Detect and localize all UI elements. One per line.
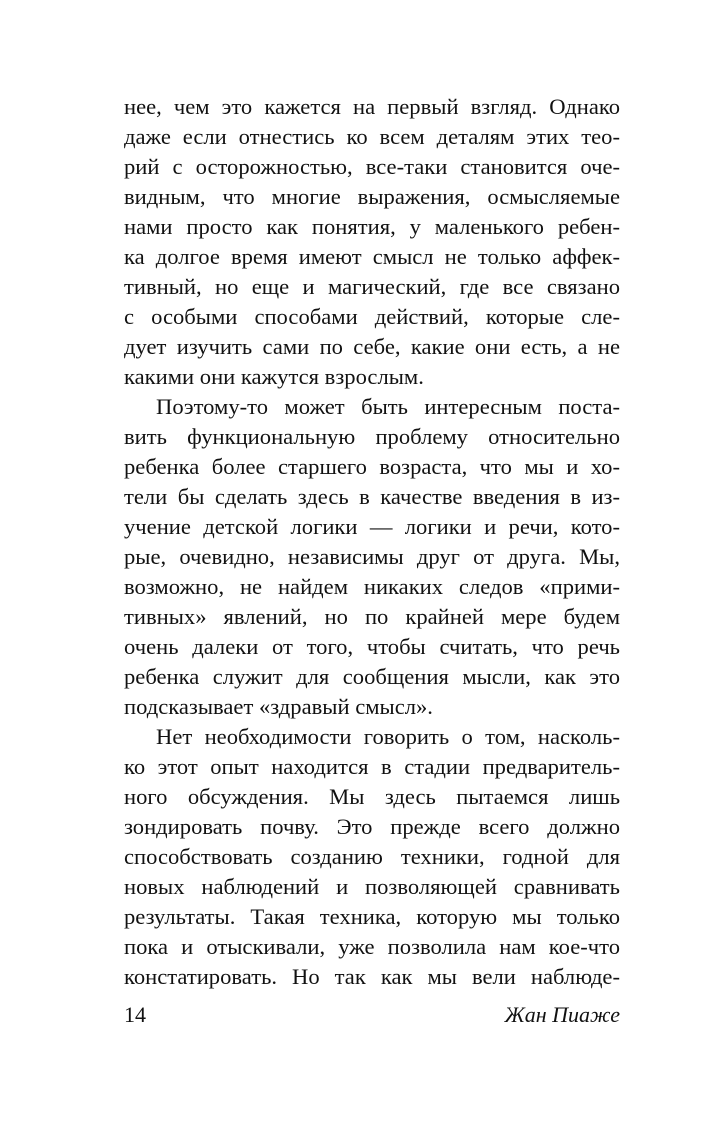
text-line: Нет необходимости говорить о том, насколь- xyxy=(156,724,620,749)
running-footer-author: Жан Пиаже xyxy=(504,1002,620,1027)
page-footer xyxy=(124,1000,620,1030)
text-line: вить функциональную проблему относительно xyxy=(124,424,620,449)
text-line: видным, что многие выражения, осмысляемые xyxy=(124,184,620,209)
text-line: ка долгое время имеют смысл не только аффек- xyxy=(124,244,620,269)
text-line: ребенка более старшего возраста, что мы и хо- xyxy=(124,454,620,479)
text-line: рые, очевидно, независимы друг от друга. Мы, xyxy=(124,544,620,569)
text-line: ребенка служит для сообщения мысли, как это xyxy=(124,664,620,689)
body-text xyxy=(124,92,620,992)
text-line: дует изучить сами по себе, какие они есть, а не xyxy=(124,334,620,359)
page-number: 14 xyxy=(124,1002,146,1027)
text-line: какими они кажутся взрослым. xyxy=(124,364,424,389)
text-line: ко этот опыт находится в стадии предваритель- xyxy=(124,754,620,779)
text-line: учение детской логики — логики и речи, кото- xyxy=(124,514,620,539)
text-line: рий с осторожностью, все-таки становится оче- xyxy=(124,154,620,179)
text-line: результаты. Такая техника, которую мы только xyxy=(124,904,620,929)
text-line: способствовать созданию техники, годной для xyxy=(124,844,620,869)
text-line: пока и отыскивали, уже позволила нам кое-что xyxy=(124,934,620,959)
text-line: подсказывает «здравый смысл». xyxy=(124,694,433,719)
text-line: нее, чем это кажется на первый взгляд. Однако xyxy=(124,94,620,119)
text-line: возможно, не найдем никаких следов «прими- xyxy=(124,574,620,599)
text-line: тели бы сделать здесь в качестве введения в из- xyxy=(124,484,620,509)
text-line: новых наблюдений и позволяющей сравнивать xyxy=(124,874,620,899)
text-line: очень далеки от того, чтобы считать, что речь xyxy=(124,634,620,659)
text-line: тивных» явлений, но по крайней мере будем xyxy=(124,604,620,629)
text-line: с особыми способами действий, которые сле- xyxy=(124,304,620,329)
text-line: ного обсуждения. Мы здесь пытаемся лишь xyxy=(124,784,620,809)
text-line: Поэтому-то может быть интересным поста- xyxy=(156,394,620,419)
text-line: констатировать. Но так как мы вели наблюде- xyxy=(124,964,620,989)
text-line: даже если отнестись ко всем деталям этих тео- xyxy=(124,124,620,149)
text-line: тивный, но еще и магический, где все связано xyxy=(124,274,620,299)
text-line: зондировать почву. Это прежде всего должно xyxy=(124,814,620,839)
text-line: нами просто как понятия, у маленького ребен- xyxy=(124,214,620,239)
